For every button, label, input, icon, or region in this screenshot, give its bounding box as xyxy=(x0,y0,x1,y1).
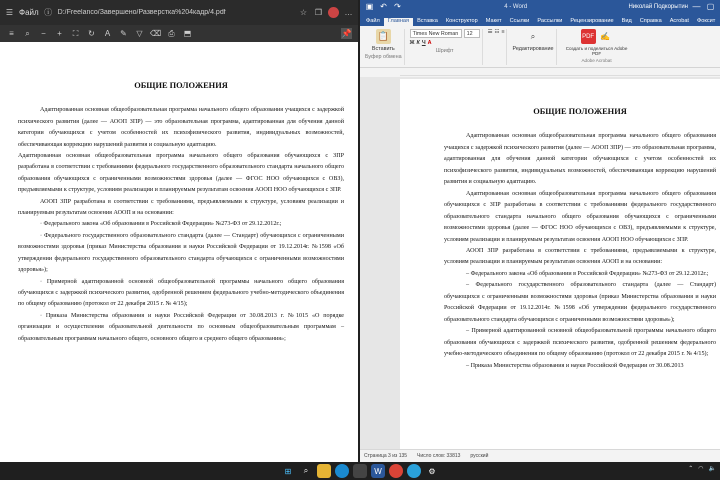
chrome-icon[interactable] xyxy=(389,464,403,478)
fit-page-icon[interactable]: ⛶ xyxy=(72,28,79,38)
settings-icon[interactable]: ⚙ xyxy=(428,466,436,476)
ruler xyxy=(400,68,720,76)
edge-icon[interactable] xyxy=(335,464,349,478)
tab-10[interactable]: Acrobat xyxy=(669,18,689,24)
minimize-icon[interactable]: — xyxy=(692,2,701,11)
paragraph: · Федерального государственного образовательного стандарта (далее — Стандарт) обучающихся с ограниченными возможностями здоровья (приказ Министерства образования и науки Российской Федерации от 19.12.2014г. №1598 «Об утверждении федерального государственного образовательного стандарта обучающихся с ограниченными возможностями здоровья»); xyxy=(18,232,344,274)
tab-5[interactable]: Ссылки xyxy=(509,18,530,24)
contents-icon[interactable]: ≡ xyxy=(9,28,14,38)
highlight-icon[interactable]: ▽ xyxy=(136,28,143,38)
star-icon[interactable]: ☆ xyxy=(299,7,308,17)
pdf-toolbar xyxy=(0,25,358,42)
word-title-bar xyxy=(360,0,720,14)
save-icon[interactable]: ▣ xyxy=(365,2,374,11)
font-size-select[interactable]: 12 xyxy=(464,29,480,38)
tab-8[interactable]: Вид xyxy=(621,18,632,24)
taskbar xyxy=(0,462,720,480)
pdf-path[interactable]: D:/Freelanco/Завершено/Разверстка%204кадр/4.pdf xyxy=(57,9,226,16)
file-explorer-icon[interactable] xyxy=(317,464,331,478)
redo-icon[interactable]: ↷ xyxy=(394,2,401,11)
tab-4[interactable]: Макет xyxy=(485,18,502,24)
bold-icon[interactable]: Ж xyxy=(409,40,415,46)
maximize-icon[interactable]: ▢ xyxy=(706,2,715,11)
system-tray xyxy=(688,465,716,472)
pdf-viewer-window xyxy=(0,0,358,462)
pdf-title-bar xyxy=(0,0,358,25)
font-group xyxy=(408,29,483,65)
paragraph: – Примерной адаптированной основной общеобразовательной программы начального общего образования обучающихся с задержкой психического развития, одобренной решением федерального учебно-методического объединения по общему образованию (протокол от 22 декабря 2015 г. № 4/15); xyxy=(444,328,716,358)
zoom-out-icon[interactable]: − xyxy=(41,28,46,38)
search-icon[interactable]: ⌕ xyxy=(25,28,30,38)
tab-2[interactable]: Вставка xyxy=(417,18,438,24)
pdf-body xyxy=(18,105,344,345)
search-icon[interactable]: ⌕ xyxy=(303,466,309,475)
clipboard-label: Буфер обмена xyxy=(365,54,402,60)
italic-icon[interactable]: К xyxy=(416,40,420,46)
adobe-group-label: Adobe Acrobat xyxy=(581,58,612,63)
paste-icon[interactable]: 📋 xyxy=(376,29,391,44)
start-icon[interactable]: ⊞ xyxy=(284,466,292,476)
paragraph: Адаптированная основная общеобразовательная программа начального общего образования учащихся с задержкой психического развития (далее — АООП ЗПР) — это образовательная программа, адаптированная для обучения данной категории обучающихся с учетом особенностей их психофизического развития, индивидуальных возможностей, обеспечивающая коррекцию нарушений развития и социальную адаптацию. xyxy=(444,133,716,186)
word-window xyxy=(360,0,720,462)
font-color-icon[interactable]: A xyxy=(427,40,432,46)
eraser-icon[interactable]: ⌫ xyxy=(149,28,162,38)
more-icon[interactable]: … xyxy=(344,7,353,17)
ribbon xyxy=(360,26,720,68)
read-aloud-icon[interactable]: A xyxy=(104,28,111,38)
zoom-in-icon[interactable]: + xyxy=(57,28,62,38)
chevron-up-icon[interactable]: ⌃ xyxy=(688,466,694,472)
tab-9[interactable]: Справка xyxy=(639,18,662,24)
status-bar xyxy=(360,449,720,462)
tab-6[interactable]: Рассылки xyxy=(537,18,563,24)
bullets-icon[interactable]: ☰ xyxy=(487,29,493,35)
pdf-menu-file[interactable]: Файл xyxy=(19,8,39,17)
volume-icon[interactable]: 🔈 xyxy=(708,466,716,472)
tab-3[interactable]: Конструктор xyxy=(445,18,478,24)
paragraph: АООП ЗПР разработана в соответствии с требованиями, предъявляемыми к структуре, условиям реализации и планируемым результатам освоения АООП и на основании: xyxy=(444,247,716,266)
print-icon[interactable]: ⎙ xyxy=(168,28,175,38)
editing-group xyxy=(510,29,556,65)
paragraph: – Федерального закона «Об образовании в Российской Федерации» №273-ФЗ от 29.12.2012г.; xyxy=(466,270,709,277)
undo-icon[interactable]: ↶ xyxy=(380,2,387,11)
paragraph: – Федерального государственного образовательного стандарта (далее — Стандарт) обучающихся с ограниченными возможностями здоровья (приказ Министерства образования и науки Российской Федерации от 19.12.2014г. №1598 «Об утверждении федерального государственного образовательного стандарта обучающихся с ограниченными возможностями здоровья»); xyxy=(444,282,716,323)
telegram-icon[interactable] xyxy=(407,464,421,478)
paragraph: Адаптированная основная общеобразовательная программа начального общего образования учащихся с задержкой психического развития (далее — АООП ЗПР) — это образовательная программа, адаптированная для обучения данной категории обучающихся с учетом особенностей их психофизического развития, индивидуальных возможностей, обеспечивающая коррекцию нарушений развития и социальную адаптацию. xyxy=(18,107,344,148)
underline-icon[interactable]: Ч xyxy=(421,40,426,46)
paragraph-group xyxy=(486,29,508,65)
rotate-icon[interactable]: ↻ xyxy=(88,28,95,38)
paragraph: АООП ЗПР разработана в соответствии с требованиями, предъявляемыми к структуре, условиям реализации и планируемым результатам освоения АООП и на основании: xyxy=(18,198,344,217)
status-page[interactable]: Страница 3 из 135 xyxy=(364,453,408,459)
word-doc-title: 4 - Word xyxy=(504,4,528,10)
font-group-label: Шрифт xyxy=(435,48,454,54)
wifi-icon[interactable]: ◠ xyxy=(698,466,704,472)
status-lang[interactable]: русский xyxy=(470,453,489,459)
adobe-pdf-icon[interactable]: PDF xyxy=(581,29,596,44)
status-words[interactable]: Число слов: 33813 xyxy=(417,453,461,459)
adobe-create-button[interactable]: Создать и поделиться Adobe PDF xyxy=(565,46,628,56)
store-icon[interactable] xyxy=(353,464,367,478)
favorites-icon[interactable]: ❒ xyxy=(314,7,323,17)
menu-icon[interactable]: ☰ xyxy=(5,7,14,17)
paragraph: · Приказа Министерства образования и науки Российской Федерации от 30.08.2013 г. №1015 «О порядке организации и осуществления образовательной деятельности по основным общеобразовательным программам – образовательным программам начального общего, основного общего и среднего общего образования»; xyxy=(18,312,344,342)
align-icon[interactable]: ≡ xyxy=(501,29,505,35)
tab-11[interactable]: Фоксит xyxy=(696,18,716,24)
ribbon-tabs xyxy=(360,14,720,26)
paragraph: · Примерной адаптированной основной общеобразовательной программы начального общего образования обучающихся с задержкой психического развития, одобренной решением федерального учебно-методического объединения по общему образованию (протокол от 22 декабря 2015 г. № 4/15); xyxy=(18,278,344,308)
doc-body xyxy=(444,131,716,372)
numbering-icon[interactable]: ☷ xyxy=(494,29,500,35)
paste-button[interactable]: Вставить xyxy=(371,46,395,52)
tab-7[interactable]: Рецензирование xyxy=(570,18,614,24)
paragraph: Адаптированная основная общеобразовательная программа начального общего образования обучающихся с ЗПР разработана в соответствии с требованиями федерального государственного образовательного стандарта начального общего образования обучающихся с ограниченными возможностями здоровья (далее — ФГОС НОО обучающихся с ОВЗ), предъявляемыми к структуре, условиям реализации и планируемым результатам освоения АООП НОО обучающихся с ЗПР. xyxy=(18,153,344,194)
adobe-group xyxy=(560,29,634,65)
word-user[interactable]: Николай Подкорытин xyxy=(628,4,688,10)
signature-icon[interactable]: ✍ xyxy=(600,32,611,41)
word-icon[interactable]: W xyxy=(371,464,385,478)
draw-icon[interactable]: ✎ xyxy=(120,28,127,38)
paragraph: Адаптированная основная общеобразовательная программа начального общего образования обучающихся с ЗПР разработана в соответствии с требованиями федерального государственного образовательного стандарта начального общего образования обучающихся с ограниченными возможностями здоровья (далее — ФГОС НОО обучающихся с ОВЗ), предъявляемыми к структуре, условиям реализации и планируемым результатам освоения АООП НОО обучающихся с ЗПР. xyxy=(444,190,716,243)
editing-button[interactable]: Редактирование xyxy=(512,46,554,52)
clipboard-group xyxy=(363,29,405,65)
tab-0[interactable]: Файл xyxy=(366,18,380,24)
paragraph: · Федерального закона «Об образовании в Российской Федерации» №273-ФЗ от 29.12.2012г.; xyxy=(40,221,282,228)
profile-icon[interactable] xyxy=(328,7,339,18)
info-icon: ⓘ xyxy=(44,7,53,17)
pin-icon[interactable]: 📌 xyxy=(341,28,352,38)
doc-heading: ОБЩИЕ ПОЛОЖЕНИЯ xyxy=(533,107,627,116)
document-canvas[interactable] xyxy=(360,77,720,449)
save-icon[interactable]: ⬒ xyxy=(183,28,192,38)
pdf-page xyxy=(0,42,358,345)
pdf-heading: ОБЩИЕ ПОЛОЖЕНИЯ xyxy=(134,81,228,90)
search-icon[interactable]: ⌕ xyxy=(530,31,536,41)
tab-1[interactable]: Главная xyxy=(384,18,413,26)
paragraph: – Приказа Министерства образования и науки Российской Федерации от 30.08.2013 xyxy=(466,362,684,369)
document-page[interactable] xyxy=(400,79,720,462)
font-name-select[interactable]: Times New Roman xyxy=(410,29,462,38)
